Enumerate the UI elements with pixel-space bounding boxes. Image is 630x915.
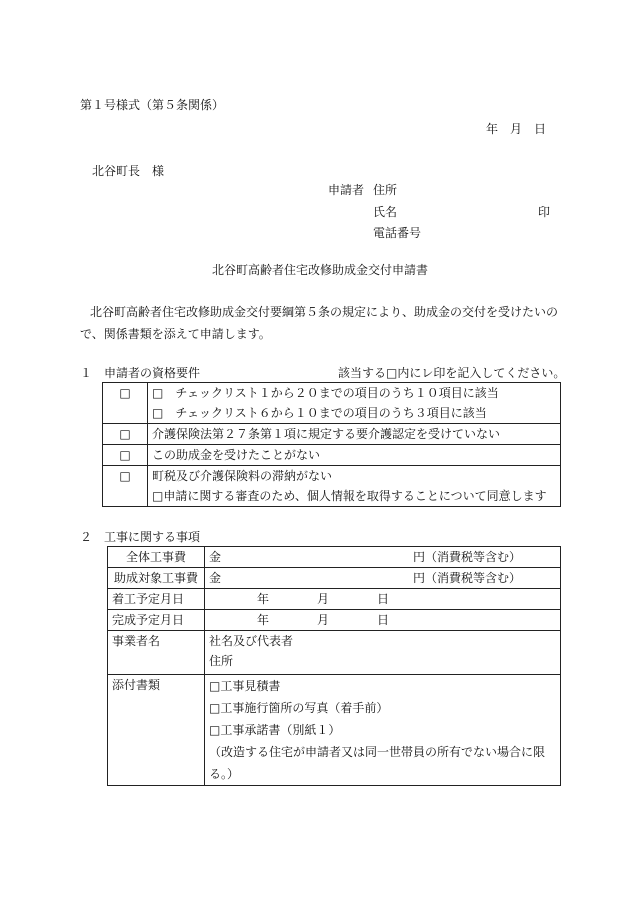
table-row (103, 466, 561, 507)
table-row (108, 675, 561, 786)
checkbox[interactable]: □ (103, 383, 148, 424)
table-row (108, 589, 561, 610)
requirement-text: 町税及び介護保険料の滞納がない (152, 469, 333, 483)
construction-table (107, 546, 561, 786)
row-value[interactable] (205, 568, 561, 589)
applicant-name-label: 氏名 (373, 205, 398, 219)
attachment-consent[interactable]: □工事承諾書（別紙１） (209, 723, 341, 737)
applicant-label: 申請者 (328, 183, 365, 197)
seal-mark: 印 (538, 205, 551, 219)
row-label: 全体工事費 (108, 547, 205, 568)
row-value[interactable] (205, 610, 561, 631)
table-row (108, 568, 561, 589)
row-label: 着工予定月日 (108, 589, 205, 610)
row-value[interactable] (205, 589, 561, 610)
row-value[interactable] (205, 631, 561, 675)
requirement-cell (148, 424, 561, 445)
form-number: 第１号様式（第５条関係） (80, 98, 225, 112)
table-row (103, 424, 561, 445)
table-row (108, 547, 561, 568)
addressee: 北谷町長 様 (92, 164, 165, 178)
applicant-address-label: 住所 (373, 183, 398, 197)
attachment-note: （改造する住宅が申請者又は同一世帯員の所有でない場合に限 (209, 745, 546, 759)
section1-heading: １ 申請者の資格要件 (80, 366, 201, 380)
checkbox[interactable]: □ (103, 445, 148, 466)
table-row (103, 445, 561, 466)
contractor-address-field[interactable]: 住所 (209, 654, 234, 668)
section2-heading: ２ 工事に関する事項 (80, 530, 201, 544)
row-label: 事業者名 (108, 631, 205, 675)
table-row (108, 610, 561, 631)
row-label: 添付書類 (108, 675, 205, 786)
row-label: 助成対象工事費 (108, 568, 205, 589)
checkbox[interactable]: □ (103, 466, 148, 507)
subsidy-cost-field[interactable]: 金 円（消費税等含む） (209, 571, 522, 585)
document-title: 北谷町高齢者住宅改修助成金交付申請書 (212, 263, 429, 277)
requirement-text: この助成金を受けたことがない (152, 448, 321, 462)
contractor-name-field[interactable]: 社名及び代表者 (209, 634, 294, 648)
checklist-option-2[interactable]: □ チェックリスト６から１０までの項目のうち３項目に該当 (152, 406, 487, 420)
checklist-option-1[interactable]: □ チェックリスト１から２０までの項目のうち１０項目に該当 (152, 386, 499, 400)
requirement-cell (148, 383, 561, 424)
start-date-field[interactable]: 年 月 日 (209, 592, 390, 606)
completion-date-field[interactable]: 年 月 日 (209, 613, 390, 627)
attachment-photo[interactable]: □工事施行箇所の写真（着手前） (209, 701, 389, 715)
checkbox[interactable]: □ (103, 424, 148, 445)
table-row (108, 631, 561, 675)
row-value (205, 675, 561, 786)
applicant-phone-label: 電話番号 (373, 226, 422, 240)
section1-instruction: 該当する□内にレ印を記入してください。 (338, 366, 566, 380)
row-label: 完成予定月日 (108, 610, 205, 631)
requirement-cell (148, 445, 561, 466)
attachment-note-cont: る。） (209, 767, 240, 781)
date-line: 年 月 日 (486, 122, 547, 136)
total-cost-field[interactable]: 金 円（消費税等含む） (209, 550, 522, 564)
qualification-table (102, 382, 561, 507)
body-line-2: で、関係書類を添えて申請します。 (80, 327, 271, 341)
requirement-cell (148, 466, 561, 507)
table-row (103, 383, 561, 424)
attachment-estimate[interactable]: □工事見積書 (209, 679, 281, 693)
body-line-1: 北谷町高齢者住宅改修助成金交付要綱第５条の規定により、助成金の交付を受けたいの (90, 305, 559, 319)
consent-checkbox-text[interactable]: □申請に関する審査のため、個人情報を取得することについて同意します (152, 489, 547, 503)
requirement-text: 介護保険法第２７条第１項に規定する要介護認定を受けていない (152, 427, 501, 441)
row-value[interactable] (205, 547, 561, 568)
